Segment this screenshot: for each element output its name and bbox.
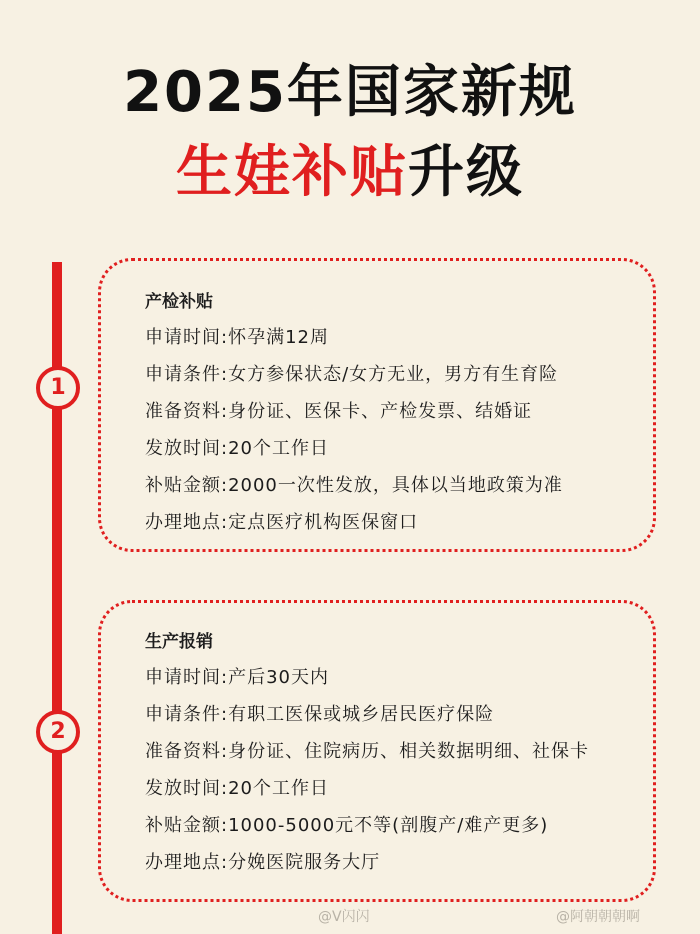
info-row: 申请条件:有职工医保或城乡居民医疗保险 xyxy=(145,704,495,725)
info-row: 准备资料:身份证、住院病历、相关数据明细、社保卡 xyxy=(145,741,590,762)
info-row: 准备资料:身份证、医保卡、产检发票、结婚证 xyxy=(145,401,533,422)
info-row: 发放时间:20个工作日 xyxy=(145,778,329,799)
step-number-badge: 2 xyxy=(36,710,80,754)
info-row: 申请时间:怀孕满12周 xyxy=(145,327,329,348)
step-number-badge: 1 xyxy=(36,366,80,410)
info-list xyxy=(145,659,589,881)
page-subtitle xyxy=(0,128,700,208)
info-row: 发放时间:20个工作日 xyxy=(145,438,329,459)
info-row: 办理地点:定点医疗机构医保窗口 xyxy=(145,512,419,533)
subtitle-rest: 升级 xyxy=(408,140,524,205)
watermark: @阿朝朝朝啊 xyxy=(556,909,640,925)
info-row: 办理地点:分娩医院服务大厅 xyxy=(145,852,381,873)
section-card-birth-reimbursement xyxy=(98,600,656,902)
section-title: 生产报销 xyxy=(145,632,213,652)
timeline-line xyxy=(52,262,62,934)
info-row: 补贴金额:1000-5000元不等(剖腹产/难产更多) xyxy=(145,815,549,836)
watermark: @V闪闪 xyxy=(318,909,370,925)
section-card-prenatal-subsidy xyxy=(98,258,656,552)
info-list xyxy=(145,319,563,541)
info-row: 申请时间:产后30天内 xyxy=(145,667,329,688)
info-row: 申请条件:女方参保状态/女方无业，男方有生育险 xyxy=(145,364,559,385)
section-title: 产检补贴 xyxy=(145,292,213,312)
subtitle-highlight: 生娃补贴 xyxy=(176,140,408,205)
info-row: 补贴金额:2000一次性发放，具体以当地政策为准 xyxy=(145,475,563,496)
page-title: 2025年国家新规 xyxy=(123,60,577,125)
